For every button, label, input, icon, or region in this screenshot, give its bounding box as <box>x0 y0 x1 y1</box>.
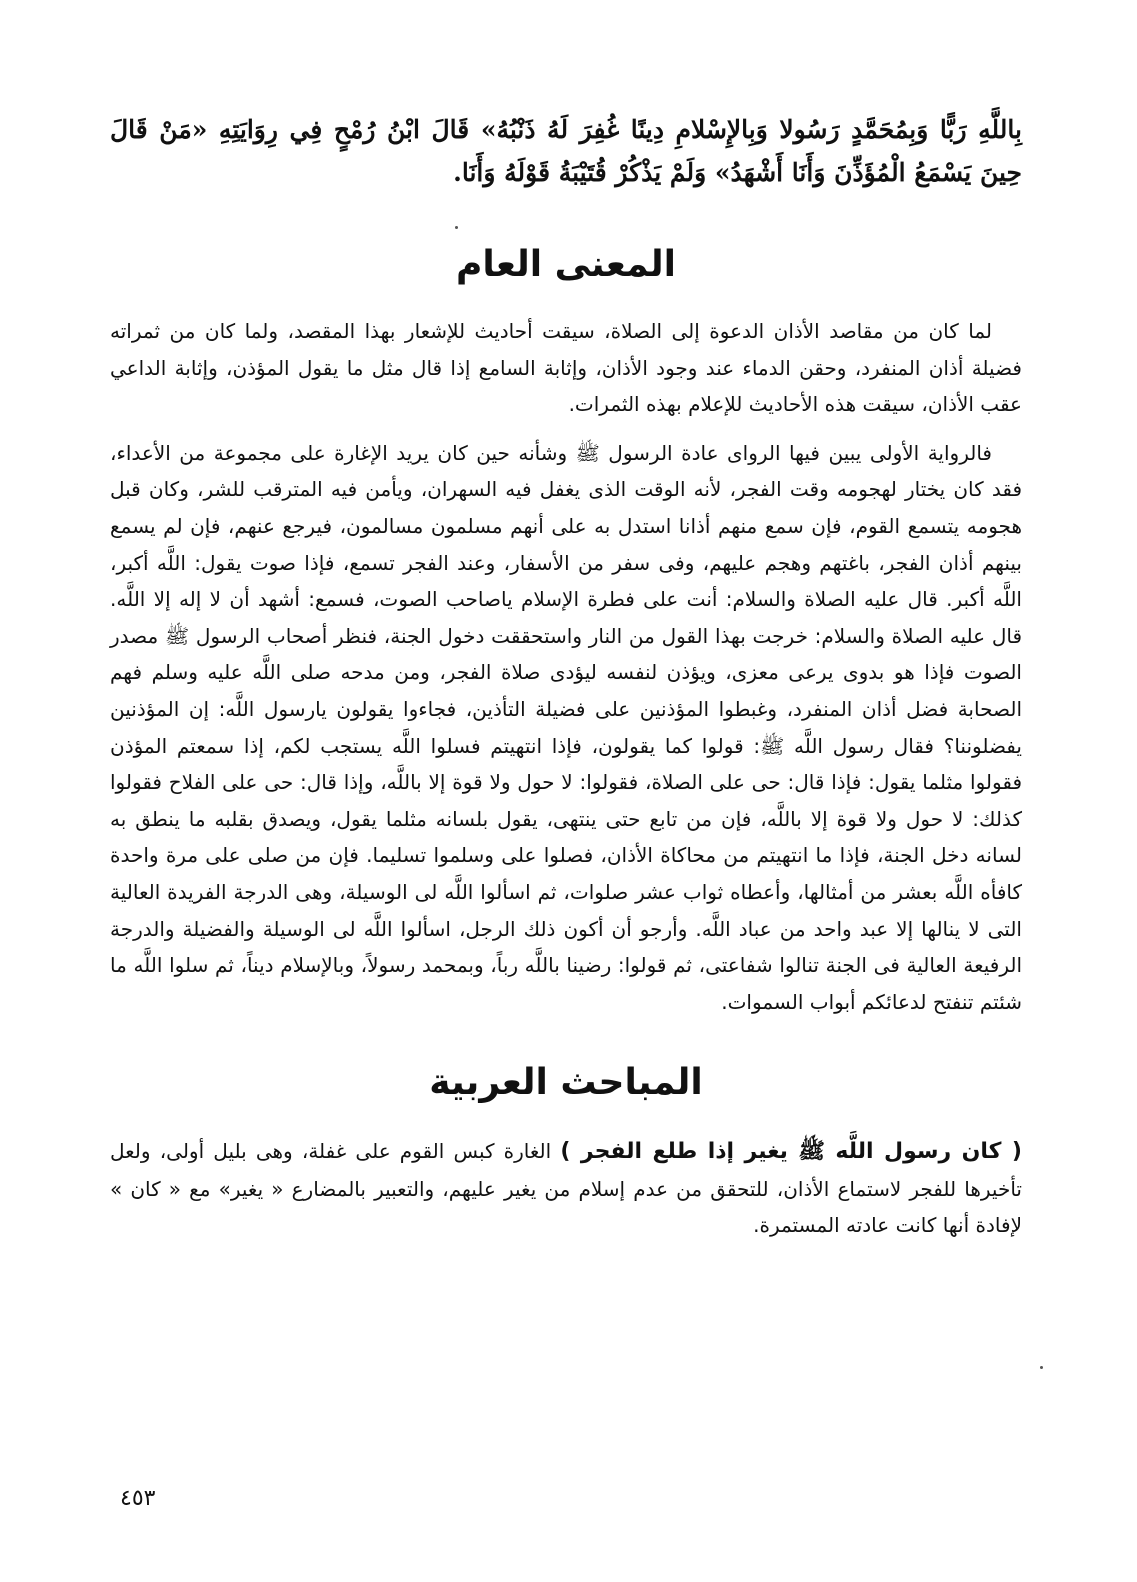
section-heading-general-meaning: المعنى العام <box>455 244 677 285</box>
hadith-line: يَسْمَعُ الْمُؤَذِّنَ وَأَنَا أَشْهَدُ» وَلَمْ يَذْكُرْ قُتَيْبَةُ قَوْلَهُ وَأَنَا. <box>453 158 972 187</box>
document-page <box>110 108 1022 1256</box>
hadith-continuation <box>110 108 1022 194</box>
paragraph-arabic-studies <box>110 1133 1022 1244</box>
hadith-line: بِاللَّهِ رَبًّا وَبِمُحَمَّدٍ رَسُولا وَبِالإِسْلامِ دِينًا غُفِرَ لَهُ ذَنْبُهُ» قَالَ ابْنُ رُمْحٍ فِي رِوَايَتِهِ «مَنْ قَالَ حِينَ <box>110 115 1022 187</box>
scan-speck <box>1040 1366 1043 1369</box>
quoted-hadith-phrase: ( كان رسول اللَّه ﷺ يغير إذا طلع الفجر ) <box>560 1139 1022 1165</box>
paragraph: لما كان من مقاصد الأذان الدعوة إلى الصلاة، سيقت أحاديث للإشعار بهذا المقصد، ولما كان من ثمراته فضيلة أذان المنفرد، وحقن الدماء عند وجود الأذان، وإثابة السامع إذا قال مثل ما يقول المؤذن، وإثابة الداعي عقب الأذان، سيقت هذه الأحاديث للإعلام بهذه الثمرات. <box>110 319 1022 417</box>
page-number: ٤٥٣ <box>120 1486 156 1511</box>
scan-speck <box>455 226 458 229</box>
section-heading-arabic-studies: المباحث العربية <box>429 1062 703 1104</box>
explanation-text: الغارة كبس القوم على غفلة، وهى بليل أولى، ولعل تأخيرها للفجر لاستماع الأذان، للتحقق من عدم إسلام من يغير عليهم، والتعبير بالمضارع « يغير» مع « كان » لإفادة أنها كانت عادته المستمرة. <box>110 1139 1022 1238</box>
paragraph: فالرواية الأولى يبين فيها الرواى عادة الرسول ﷺ وشأنه حين كان يريد الإغارة على مجموعة من الأعداء، فقد كان يختار لهجومه وقت الفجر، لأنه الوقت الذى يغفل فيه السهران، ويأمن فيه المترقب للشر، وكان قبل هجومه يتسمع القوم، فإن سمع منهم أذانا استدل به على أنهم مسلمون مسالمون، فيرجع عنهم، فإن لم يسمع بينهم أذان الفجر، باغتهم وهجم عليهم، وفى سفر من الأسفار، وعند الفجر تسمع، فإذا صوت يقول: اللَّه أكبر، اللَّه أكبر. قال عليه الصلاة والسلام: أنت على فطرة الإسلام ياصاحب الصوت، فسمع: أشهد أن لا إله إلا اللَّه. قال عليه الصلاة والسلام: خرجت بهذا القول من النار واستحققت دخول الجنة، فنظر أصحاب الرسول ﷺ مصدر الصوت فإذا هو بدوى يرعى معزى، ويؤذن لنفسه ليؤدى صلاة الفجر، ومن مدحه صلى اللَّه عليه وسلم فهم الصحابة فضل أذان المنفرد، وغبطوا المؤذنين على فضيلة التأذين، فجاءوا يقولون يارسول اللَّه: إن المؤذنين يفضلوننا؟ فقال رسول اللَّه ﷺ: قولوا كما يقولون، فإذا انتهيتم فسلوا اللَّه يستجب لكم، إذا سمعتم المؤذن فقولوا مثلما يقول: فإذا قال: حى على الصلاة، فقولوا: لا حول ولا قوة إلا باللَّه، وإذا قال: حى على الفلاح فقولوا كذلك: لا حول ولا قوة إلا باللَّه، فإن من تابع حتى ينتهى، يقول بلسانه مثلما يقول، ويصدق بقلبه ما ينطق به لسانه دخل الجنة، فإذا ما انتهيتم من محاكاة الأذان، فصلوا على وسلموا تسليما. فإن من صلى على مرة واحدة كافأه اللَّه بعشر من أمثالها، وأعطاه ثواب عشر صلوات، ثم اسألوا اللَّه لى الوسيلة، وهى الدرجة الفريدة العالية التى لا ينالها إلا عبد واحد من عباد اللَّه. وأرجو أن أكون ذلك الرجل، اسألوا اللَّه لى الوسيلة والفضيلة والدرجة الرفيعة العالية فى الجنة تنالوا شفاعتى، ثم قولوا: رضينا باللَّه رباً، وبمحمد رسولاً، وبالإسلام ديناً، ثم سلوا اللَّه ما شئتم تنفتح لدعائكم أبواب السموات. <box>110 440 1022 1014</box>
